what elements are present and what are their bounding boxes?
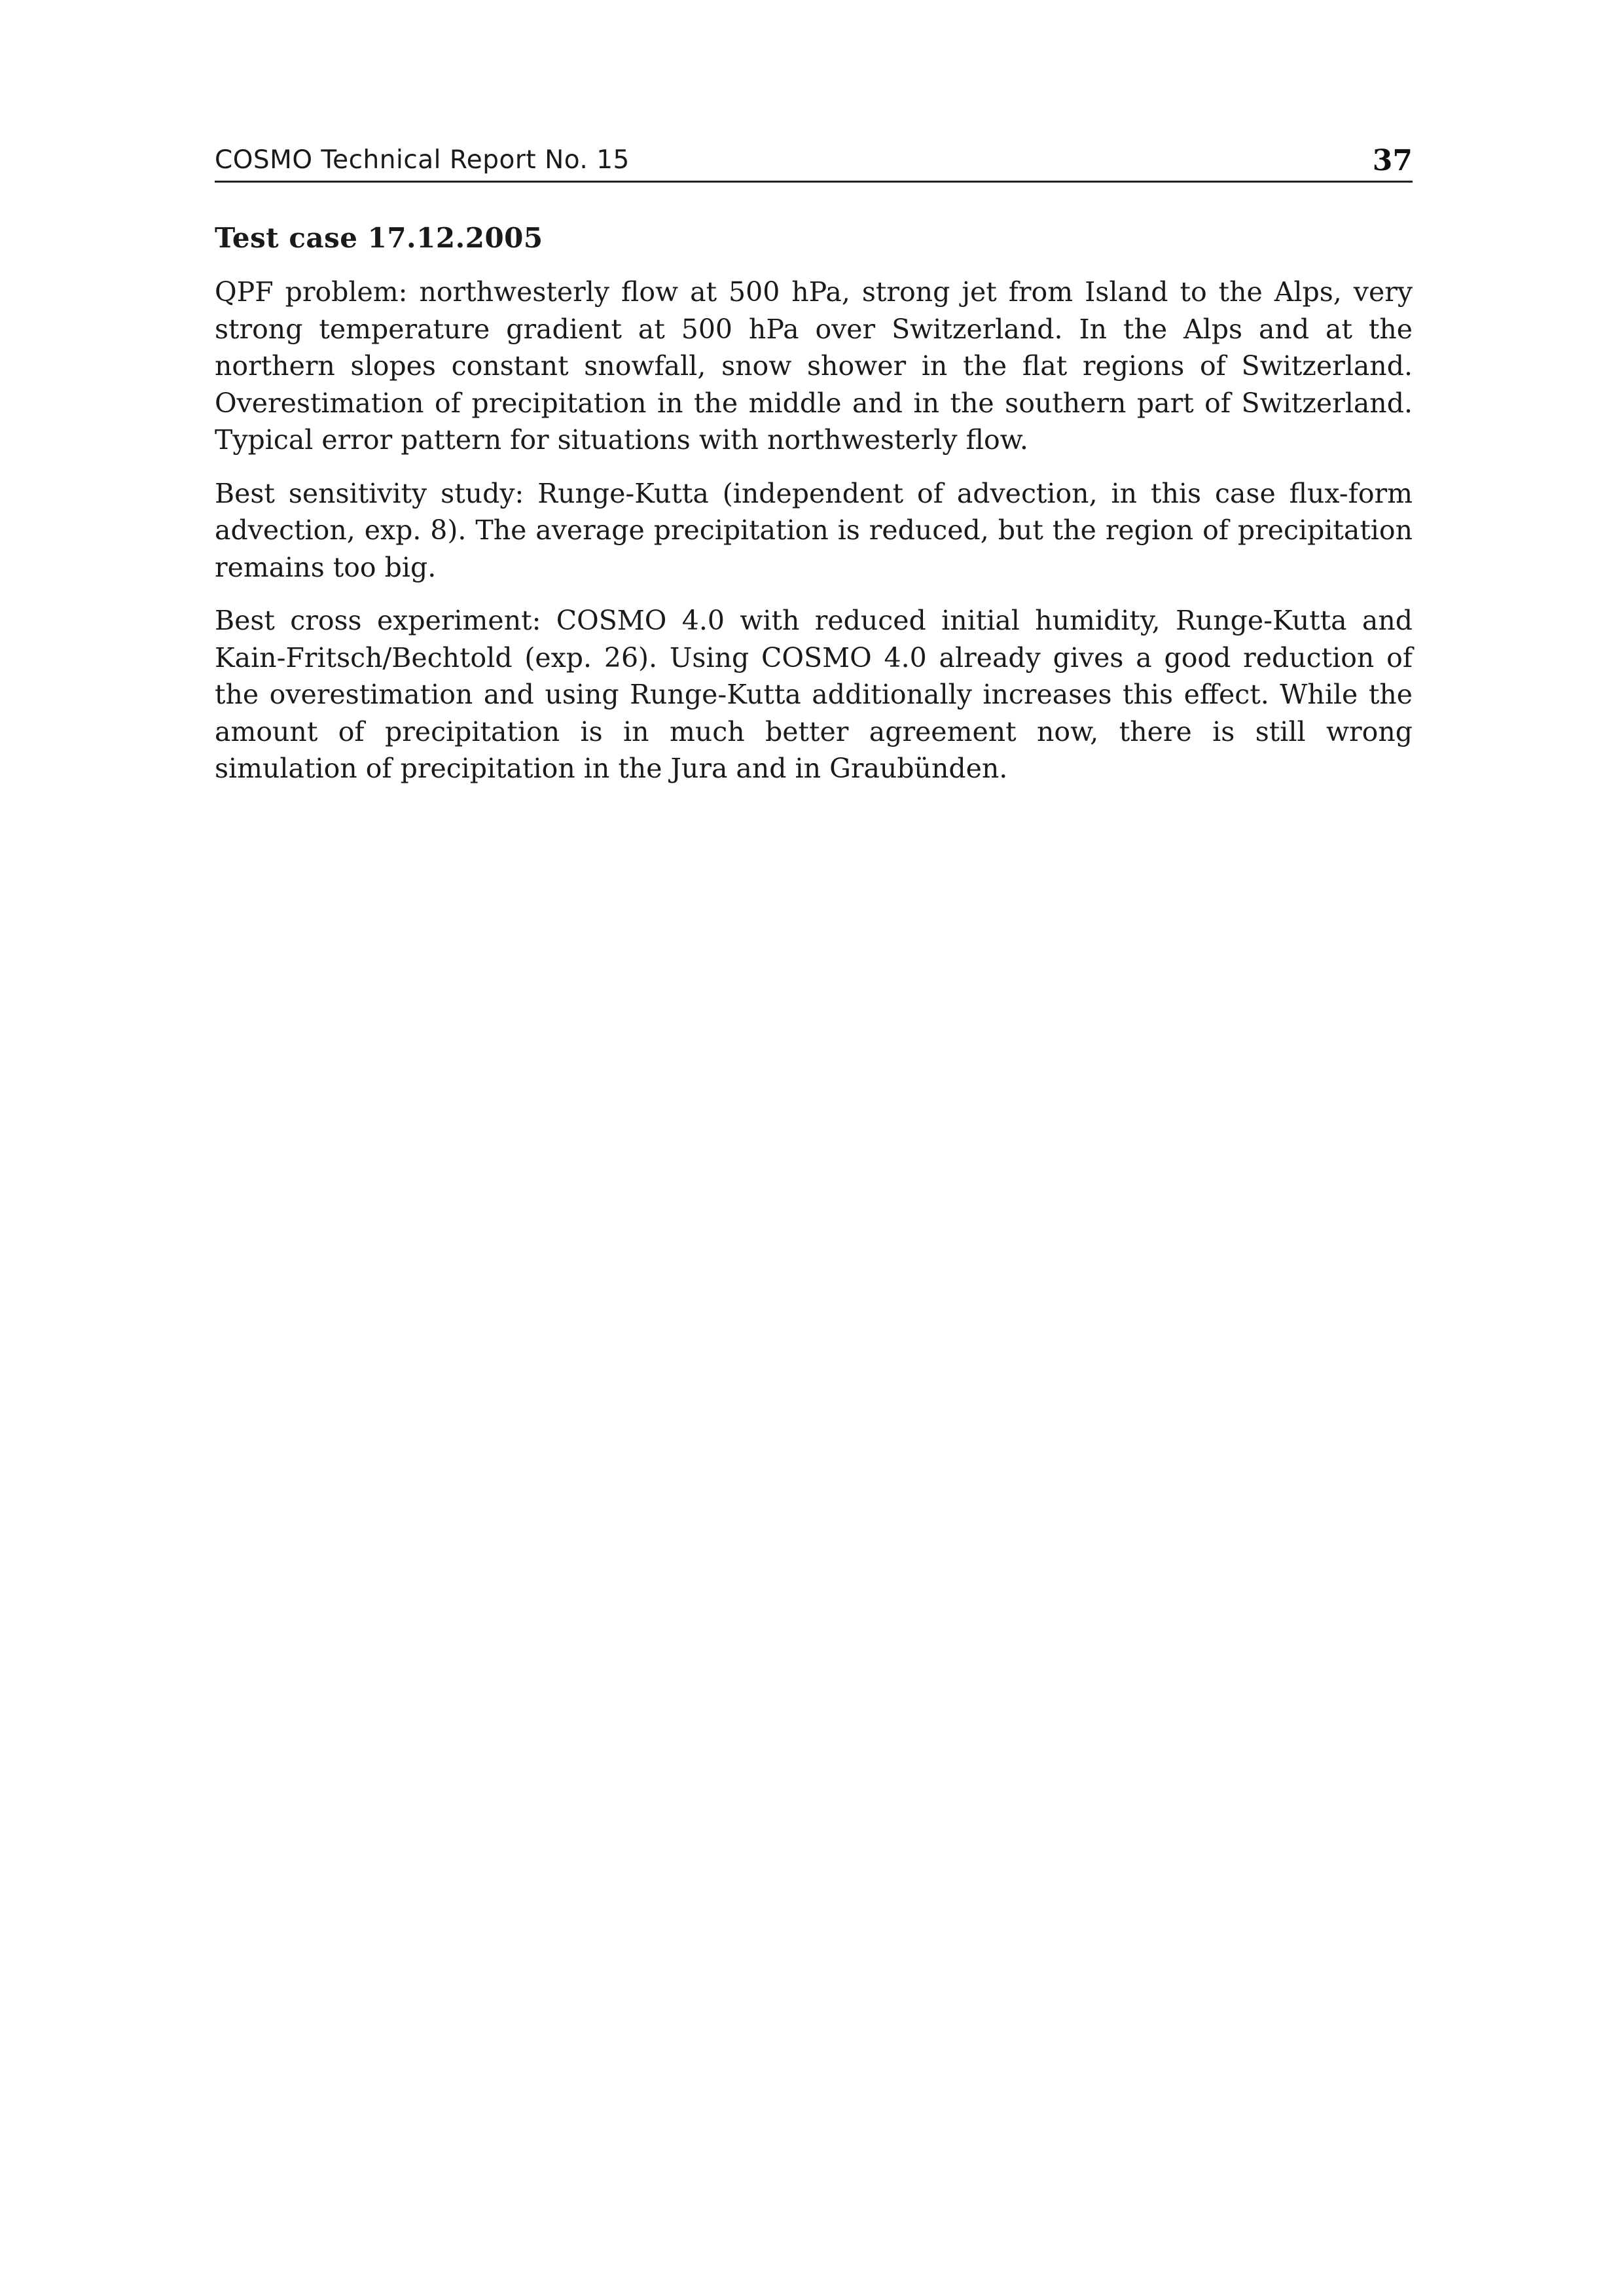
page-number: 37 bbox=[1372, 144, 1413, 177]
paragraph-best-sensitivity-study: Best sensitivity study: Runge-Kutta (independent of advection, in this case flux-form advection, exp. 8). The average precipitation is reduced, but the region of precipitation remains too big. bbox=[215, 477, 1413, 583]
paragraph-best-cross-experiment: Best cross experiment: COSMO 4.0 with reduced initial humidity, Runge-Kutta and Kain-Fritsch/Bechtold (exp. 26). Using COSMO 4.0 already gives a good reduction of the overestimation and using Runge-Kutta additionally increases this effect. While the amount of precipitation is in much better agreement now, there is still wrong simulation of precipitation in the Jura and in Graubünden. bbox=[215, 605, 1413, 784]
section-content bbox=[215, 220, 1413, 804]
paragraph-qpf-problem: QPF problem: northwesterly flow at 500 hPa, strong jet from Island to the Alps, very strong temperature gradient at 500 hPa over Switzerland. In the Alps and at the northern slopes constant snowfall, snow shower in the flat regions of Switzerland. Overestimation of precipitation in the middle and in the southern part of Switzerland. Typical error pattern for situations with northwesterly flow. bbox=[215, 276, 1413, 456]
section-title: Test case 17.12.2005 bbox=[215, 222, 543, 254]
report-title: COSMO Technical Report No. 15 bbox=[215, 145, 630, 175]
running-header bbox=[215, 141, 1413, 183]
